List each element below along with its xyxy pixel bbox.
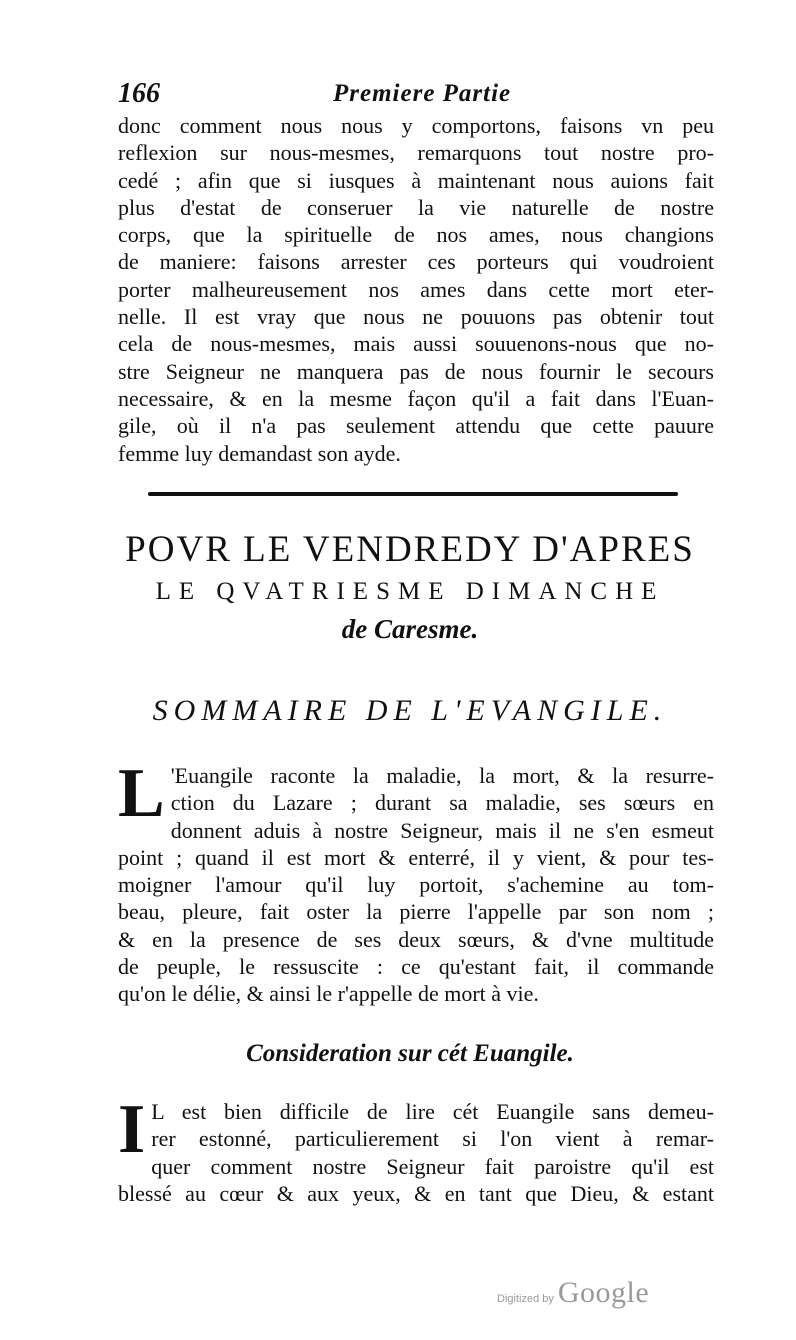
summary-text [118,755,714,1008]
text-line: L est bien difficile de lire cét Euangile sans demeu- [151,1099,714,1124]
section-divider [148,492,678,496]
chapter-heading-line2: LE QVATRIESME DIMANCHE [155,578,665,605]
text-line: de maniere: faisons arrester ces porteurs qui voudroient [118,249,714,275]
google-logo: Google [557,1276,650,1309]
text-line: blessé au cœur & aux yeux, & en tant que Dieu, & estant [118,1180,714,1206]
running-head [118,78,718,114]
summary-title: SOMMAIRE DE L'EVANGILE. [152,694,668,727]
consideration-text [118,1091,714,1207]
running-title: Premiere Partie [333,80,512,107]
text-line: ction du Lazare ; durant sa maladie, ses sœurs en [170,790,714,816]
text-line: femme luy demandast son ayde. [118,440,401,466]
text-line: gile, où il n'a pas seulement attendu que cette pauure [118,413,714,439]
continuation-paragraph [118,112,714,467]
text-line: quer comment nostre Seigneur fait paroistre qu'il est [151,1153,714,1179]
chapter-heading-line1: POVR LE VENDREDY D'APRES [125,529,695,570]
chapter-heading-line3: de Caresme. [341,614,479,644]
text-line: reflexion sur nous-mesmes, remarquons tout nostre pro- [118,140,714,166]
drop-cap: L [118,755,165,832]
continuation-text [118,112,714,467]
text-line: & en la presence de ses deux sœurs, & d'vne multitude [118,926,714,952]
text-line: donnent aduis à nostre Seigneur, mais il ne s'en esmeut [170,817,714,843]
text-line: cela de nous-mesmes, mais aussi souuenons-nous que no- [118,331,714,357]
digitized-by-google-watermark [497,1276,649,1310]
text-line: necessaire, & en la mesme façon qu'il a fait dans l'Euan- [118,385,714,411]
page-number: 166 [118,78,160,109]
watermark-prefix: Digitized by [497,1293,554,1305]
drop-cap: I [118,1091,146,1168]
text-line: point ; quand il est mort & enterré, il y vient, & pour tes- [118,844,714,870]
text-line: moigner l'amour qu'il luy portoit, s'achemine au tom- [118,872,714,898]
summary-paragraph [118,755,714,1008]
text-line: qu'on le délie, & ainsi le r'appelle de mort à vie. [118,981,539,1007]
text-line: de peuple, le ressuscite : ce qu'estant fait, il commande [118,954,714,980]
text-line: porter malheureusement nos ames dans cette mort eter- [118,276,714,302]
text-line: beau, pleure, fait oster la pierre l'appelle par son nom ; [118,899,714,925]
text-line: 'Euangile raconte la maladie, la mort, & la resurre- [170,763,714,788]
consideration-title: Consideration sur cét Euangile. [246,1040,574,1067]
text-line: stre Seigneur ne manquera pas de nous fournir le secours [118,358,714,384]
text-line: plus d'estat de conseruer la vie naturelle de nostre [118,194,714,220]
text-line: donc comment nous nous y comportons, faisons vn peu [118,113,714,138]
text-line: nelle. Il est vray que nous ne pouuons pas obtenir tout [118,304,714,330]
consideration-paragraph [118,1091,714,1207]
text-line: corps, que la spirituelle de nos ames, nous changions [118,222,714,248]
text-line: rer estonné, particulierement si l'on vient à remar- [151,1126,714,1152]
text-line: cedé ; afin que si iusques à maintenant nous auions fait [118,167,714,193]
